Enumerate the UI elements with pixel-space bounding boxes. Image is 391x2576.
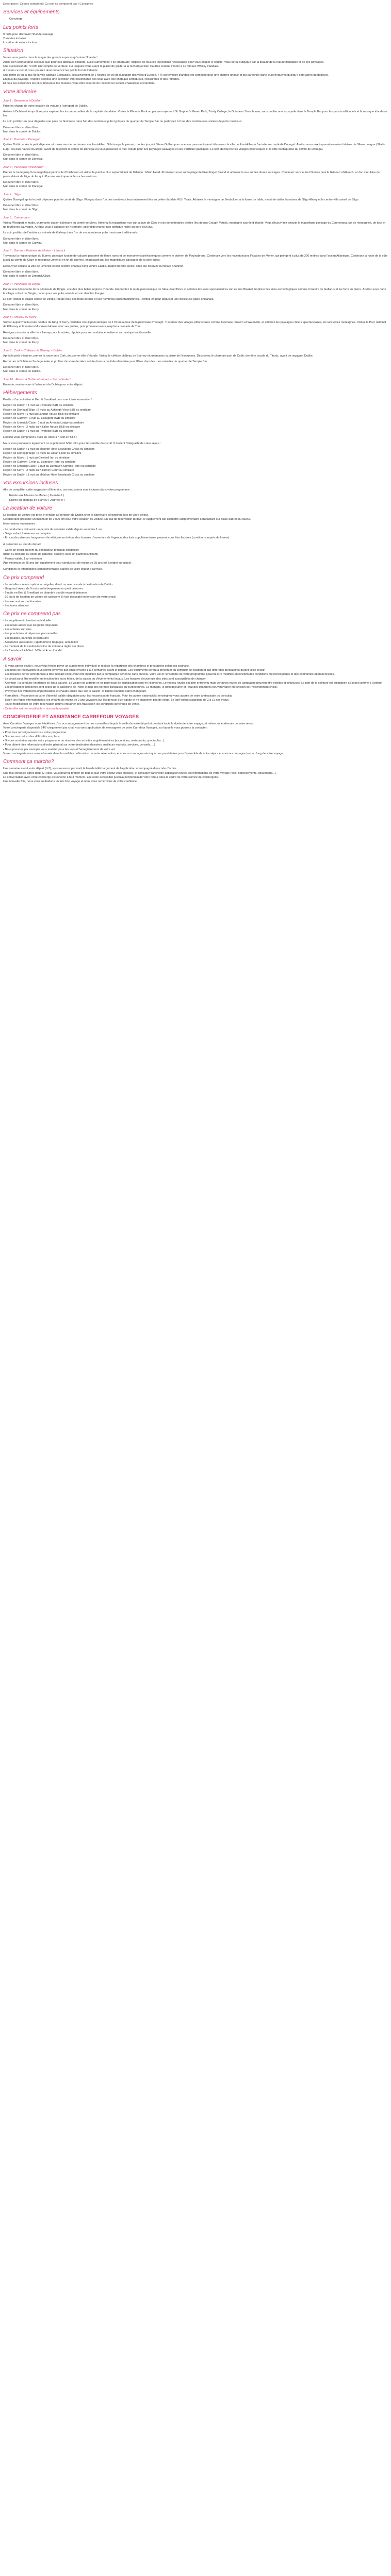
hotel-item: Région de Galway : 1 nuit au Lisdeane Hotel ou similaire — [3, 460, 76, 464]
day-meta: Déjeuner libre et dîner libre. — [3, 270, 39, 274]
nprix-list — [3, 619, 388, 653]
excursion-item: • Entrée aux falaises de Moher ( Journée 6 ) — [9, 494, 388, 498]
conciergerie-item: • Pour tous renseignements sur votre programme — [3, 731, 67, 734]
day-paragraph: Le soir, visitez le village coloré de Dingle, réputé pour ses fruits de mer et ses nombreux pubs traditionnels. Profitez-en pour déguster une délicieuse glace artisanale. — [3, 298, 215, 301]
day-meta: Nuit dans le comté de Kerry. — [3, 341, 40, 345]
services-heading: Services et équipements — [3, 9, 60, 15]
day-paragraph: Prenez la route jusqu'à la magnifique péninsule d'Inishowen et visitez le point le plus septentrional de l'Irlande : Malin Head. Promenez-vous sur la plage de Five Finger Strand et admirez la vue sur les dunes sauvages. Continuez vers le Fort Dunree puis le Grianan of Aileach, un fort circulaire de pierre datant de l'âge du fer qui offre une vue imprenable sur les environs. — [3, 171, 380, 178]
day-meta: Nuit dans le comté de Kerry. — [3, 308, 40, 311]
savoir-section — [3, 656, 388, 711]
day-paragraph: Suivez aujourd'hui la route célèbre du Ring of Kerry, véritable circuit panoramique de 179 km autour de la péninsule d'Iveragh. Traversez des villages pittoresques comme Kenmare, Sneem et Waterville, et admirez les paysages côtiers spectaculaires, les lacs et les montagnes. Visitez le Parc national de Killarney et la maison Muckross House avec ses jardins, puis promenez-vous jusqu'à la cascade de Torc. — [3, 321, 386, 329]
nprix-section — [3, 611, 388, 653]
day-meta: Nuit dans le comté de Limerick/Clare. — [3, 275, 51, 278]
location-paragraph: Cet itinéraire présente un minimum de 1 000 km pour votre location de voiture. En cas de réservation tardive, le supplément par kilomètre supplémentaire sera facturé sur place auprès du loueur. — [3, 518, 251, 521]
itinerary-day — [3, 315, 388, 345]
prix-item: - 9 nuits en Bed & Breakfast en chambre double en petit déjeuner — [3, 591, 87, 595]
hotel-item: Région de Donegal/Sligo : 2 nuits au Ostan Hotel ou similaire — [3, 452, 82, 455]
hebergements-extra-intro: L'option vous comprend 9 nuits en Hôtel 4 *, soit en B&B : — [3, 436, 77, 439]
day-meta: Déjeuner libre et dîner libre. — [3, 303, 39, 307]
savoir-paragraph: - Prévoyez des vêtements imperméables et chauds quelle que soit la saison, le temps irlandais étant changeant. — [3, 690, 147, 693]
day-paragraph: Après le petit déjeuner, prenez la route vers Cork, deuxième ville d'Irlande. Visitez le célèbre château de Blarney et embrassez la pierre de l'éloquence. Découvrez le charmant port de Cobh, dernière escale du Titanic, avant de regagner Dublin. — [3, 354, 314, 358]
comment-paragraph: La conversation avec votre concierge est ouverte à tout moment. Elle reste accessible jusqu'au lendemain de votre retour dans le cadre de votre service de conciergerie. — [3, 775, 219, 779]
itinerary-heading: Votre itinéraire — [3, 89, 37, 95]
hebergements-section — [3, 390, 388, 477]
day-meta: Déjeuner libre et dîner libre. — [3, 181, 39, 184]
location-apply — [3, 548, 388, 565]
day-paragraph: Le soir, profitez de l'ambiance animée de Galway dans l'un de ses nombreux pubs musicaux traditionnels. — [3, 231, 139, 235]
location-body — [3, 513, 388, 522]
location-apply-title: À présenter au jour du départ : — [3, 543, 42, 546]
savoir-body — [3, 664, 388, 707]
location-apply-item: (débit ou blocage du dépôt de garantie, caution) avec un plafond suffisant) — [3, 553, 98, 556]
hebergements-intro: Profitez d'un entretien et Bed & Breakfast pour une totale immersion ! — [3, 398, 92, 402]
itinerary-day — [3, 193, 388, 212]
location-apply-item: - Permis valide, 1 an minimum — [3, 557, 42, 561]
excursion-item: • Entrée au château de Blarney ( Journée 9 ) — [9, 498, 388, 502]
excursions-list — [3, 494, 388, 502]
itinerary-section — [3, 89, 388, 387]
location-apply-item: Âge minimum de 25 ans (un supplément pour conducteur de moins de 25 ans est à régler sur place). — [3, 561, 132, 565]
hotel-item: Région de Dublin : 1 nuit au Maldron Hotel Newlands Cross ou similaire — [3, 448, 95, 451]
excursions-intro: Afin de compléter cette suggestion d'itinéraire, ces excursions sont incluses dans votre programme : — [3, 488, 131, 492]
conciergerie-item: • Si vous rencontrez des difficultés sur place — [3, 735, 60, 738]
savoir-paragraph: - Les horaires de vol sont donnés à titre indicatif et peuvent être modifiés par la compagnie aérienne sans préavis. Votre vol et l'ensemble de votre programme peuvent être modifiés en fonction des conditions météorologiques et des contraintes opérationnelles. — [3, 673, 335, 676]
itinerary-day — [3, 282, 388, 312]
prix-item: - Les excursions mentionnées — [3, 600, 42, 603]
day-paragraph: Rejoignez ensuite la ville de Killarney pour la soirée, réputée pour son ambiance festive et sa musique traditionnelle. — [3, 331, 152, 334]
day-title: Jour 1 : Bienvenue à Dublin ! — [3, 99, 42, 103]
nprix-item: - Le supplément chambre individuelle — [3, 619, 51, 623]
location-heading: La location de voiture — [3, 505, 53, 511]
situation-section — [3, 48, 388, 86]
situation-paragraph: Venez vous perdre dans la magie des grands espaces qu'anime l'Irlande ! — [3, 56, 97, 60]
day-meta: Nuit dans le comté de Sligo. — [3, 208, 39, 212]
day-title: Jour 2 : Dundalk – Donegal — [3, 138, 40, 142]
hebergement-item: Région de Dublin : 1 nuit au Riverside B&B ou similaire — [3, 404, 74, 408]
savoir-paragraph: - Toute modification de votre réservation pourra entraîner des frais selon les conditions générales de vente. — [3, 703, 140, 706]
services-section — [3, 9, 388, 21]
day-paragraph: Traversez la région unique du Burren, paysage lunaire de calcaire parsemé de fleurs rares et de monuments préhistoriques comme le dolmen de Poulnabrone. Continuez vers les majestueuses Falaises de Moher, qui plongent à plus de 200 mètres dans l'océan Atlantique. Continuez la route de la côte jusqu'au comté de Clare et rejoignez Limerick en fin de journée, en passant par les magnifiques paysages de la côte ouest. — [3, 255, 388, 262]
nprix-item: - Les péages, parkings et carburant — [3, 636, 48, 640]
day-paragraph: Visitez Westport le matin, charmante station balnéaire du comté de Mayo. Admirez la magnifique vue sur la baie de Clew et ses innombrables petites îles depuis Croagh Patrick, montagne sacrée d'Irlande. Vous découvrirez ensuite le magnifique paysage du Connemara, fait de montagnes, de lacs et de tourbières sauvages. Arrêtez-vous à l'abbaye de Kylemore, splendide manoir néo-gothique niché au bord d'un lac. — [3, 221, 385, 229]
day-paragraph: En route, rendez-vous à l'aéroport de Dublin pour votre départ. — [3, 383, 84, 386]
location-section — [3, 505, 388, 572]
day-meta: Nuit dans le comté de Dublin. — [3, 370, 41, 374]
savoir-paragraph: - Selon les règles internationales, les enfants de moins de 2 ans voyagent sur les genoux d'un adulte et ne disposent pas de siège. Le tarif enfant s'applique de 2 à 11 ans inclus. — [3, 699, 230, 702]
day-paragraph: Arrivée à Dublin et temps libre pour explorer les incontournables de la capitale irlandaise. Visitez le Phoenix Park ou plaque majeure à St Stephen's Green Park, Trinity College, le Guinness Store house, sans oublier une escapade dans le Temple Bar pour les pubs traditionnels et la musique irlandaise live. — [3, 110, 387, 118]
forts-heading: Les points forts — [3, 24, 38, 30]
itinerary-days — [3, 99, 388, 387]
hebergement-item: Région de Limerick/Clare : 1 nuit au Armada Lodge ou similaire — [3, 421, 84, 425]
day-title: Jour 5 : Connemara — [3, 216, 30, 219]
location-info-item: - En cas de prise ou changement de véhicule en dehors des horaires d'ouverture de l'agence, des frais supplémentaires peuvent vous être facturés (conditions auprès du loueur) — [3, 536, 230, 540]
nprix-item: - Les repas autres que les petits déjeuners — [3, 623, 58, 627]
breadcrumb[interactable]: Description | Ce prix comprend | Ce prix ne comprend pas | Consignes — [3, 3, 93, 6]
day-meta: Nuit dans le comté de Galway. — [3, 241, 42, 245]
comment-paragraph: Une nouvelle fois, nous vous souhaitons un très bon voyage et nous vous remercions de votre confiance. — [3, 780, 138, 784]
conciergerie-paragraph: Avec Carrefour Voyages vous bénéficiez d'un accompagnement de nos conseillers depuis la veille de votre départ et pendant toute la durée de votre voyage, et même au lendemain de votre retour. — [3, 722, 254, 725]
prix-list — [3, 583, 388, 608]
day-title: Jour 6 : Burren – Falaises de Moher – Limerick — [3, 249, 66, 253]
situation-paragraph: Une petite ils ou la que de la ville capitale Écossaise, exclusivement de 2 heures de vol de là plupart des villes d'Europe. 7 % du territoire irlandais est composé pour une charme unique et qui pardonne dans leurs fréquents quoiqu'e sont après du dépaysé. — [3, 73, 329, 77]
conciergerie-item: • Si vous souhaitez ajouter votre programme ou réserver des activités supplémentaires (excursions, restaurants, spectacles...) — [3, 739, 165, 743]
situation-heading: Situation — [3, 48, 23, 54]
comment-body — [3, 767, 388, 784]
itinerary-day — [3, 349, 388, 374]
conciergerie-footer: Votre conciergerie vous sera adressée dans le mail de confirmation de votre réservation, et vous accompagne ainsi que nos prestataires pour l'ensemble de votre séjour et vous accompagne tout au long de votre voyage. — [3, 752, 284, 756]
day-paragraph: Le soir, profitez-en pour déguster une pinte de Guinness dans l'un des nombreux pubs typiques du quartier du Temple Bar ou participez à l'une des nombreuses soirées de pubs musicaux. — [3, 120, 243, 124]
savoir-paragraph: - Attention : la conduite en Irlande se fait à gauche. Le volant est à droite et les panneaux de signalisation sont en kilomètres. Le réseau routier est bien entretenu mais certaines routes de campagne peuvent être étroites et sinueuses. Le port de la ceinture est obligatoire à l'avant comme à l'arrière. — [3, 681, 383, 685]
itinerary-day — [3, 216, 388, 245]
location-footer: Conditions et informations complémentaires auprès de votre loueur à l'arrivée. — [3, 568, 103, 571]
day-title: Jour 10 : Retour à Dublin et départ – Slán abhaile ! — [3, 378, 71, 381]
prix-section — [3, 575, 388, 608]
service-item: • Concierge — [9, 17, 388, 21]
forts-item: 2 entrées incluses — [3, 37, 27, 40]
day-paragraph: Quittez Dublin après le petit déjeuner et roulez vers le nord-ouest via Enniskillen. Si le temps le permet, montez jusqu'à Slieve Gullion pour une vue panoramique et découvrez la ville de Enniskillen à l'arrivée au comté de Donegal. Arrêtez-vous aux impressionnantes falaises de Slieve League (Sliabh Liag), les plus hautes d'Europe, avant de rejoindre le comté de Donegal où vous passerez la nuit, réputé pour ses paysages sauvages et ses traditions gaéliques. Le soir, découvrez les villages pittoresques et la côte déchiquetée du comté de Donegal. — [3, 143, 385, 151]
nprix-item: - Les entrées sur sites — [3, 628, 32, 631]
day-meta: Déjeuner libre et dîner libre. — [3, 366, 39, 369]
day-paragraph: Prise en charge de votre location de voiture à l'aéroport de Dublin. — [3, 104, 88, 108]
savoir-paragraph: - Formalités : Passeport ou carte d'identité valide obligatoire pour les ressortissants français. Pour les autres nationalités, renseignez-vous auprès de votre ambassade ou consulat. — [3, 694, 233, 698]
comment-heading: Comment ça marche? — [3, 759, 54, 765]
conciergerie-list — [3, 731, 388, 752]
situation-paragraph: Une succession de 70 000 km² remplis de verdure, sur lesquels vous aurez le plaisir de guider à la recherque bien d'autres curieux trésors à ce fameux Whisky irlandais. — [3, 65, 219, 69]
nprix-heading: Ce prix ne comprend pas — [3, 611, 61, 617]
savoir-paragraph: - Le circuit peut être modifié en fonction des jours fériés, de la saison ou d'événements locaux. Les horaires d'ouverture des sites sont susceptibles de changer. — [3, 677, 207, 681]
comment-paragraph: Une fois connecté après deux (2) clics, vous pourrez profiter de tout ce que votre séjour vous propose, et consulter dans votre application toutes les informations de votre voyage (vols, hébergements, documents...). — [3, 771, 276, 775]
excursions-section — [3, 480, 388, 502]
prix-item: - Les taxes aéroport — [3, 604, 29, 608]
savoir-paragraph: - Les bons de réservation vous seront envoyés par email environ 1 à 2 semaines avant le départ. Ces documents seront à présenter au comptoir de location et aux différents prestataires durant votre séjour. — [3, 668, 266, 672]
location-info — [3, 528, 388, 540]
itinerary-day — [3, 165, 388, 189]
day-paragraph: Retournez à Dublin en fin de journée et profitez de votre dernière soirée dans la capitale irlandaise pour flâner dans les rues animées du quartier de Temple Bar. — [3, 360, 208, 363]
forts-list — [3, 32, 388, 45]
conciergerie-section — [3, 714, 388, 756]
prix-item: - Le vol aller – retour spécial au régulier, direct ou avec escale à destination de Dublin — [3, 583, 113, 586]
nprix-item: - Les pourboires et dépenses personnelles — [3, 632, 58, 636]
location-info-item: - Le conducteur doit avoir un permis de conduire valide depuis au moins 1 an — [3, 528, 102, 531]
day-meta: Déjeuner libre et dîner libre. — [3, 126, 39, 129]
day-meta: Déjeuner libre et dîner libre. — [3, 204, 39, 208]
location-info-title: Informations importantes : — [3, 522, 37, 526]
day-title: Jour 4 : Sligo — [3, 193, 21, 196]
hotel-item: Région de Limerick/Clare : 1 nuit au Dunraven Springs Hotel ou similaire — [3, 465, 96, 468]
day-title: Jour 3 : Péninsule d'Inishowen — [3, 165, 44, 169]
hebergement-item: Région de Mayo : 1 nuit au Langan House B&B ou similaire — [3, 412, 79, 416]
itinerary-day — [3, 249, 388, 278]
hebergement-item: Région de Galway : 1 nuit au Lissagore B&B ou similaire — [3, 417, 76, 420]
comment-paragraph: Une semaine avant votre départ (J-7), vous recevrez par mail, le lien de téléchargement de l'application accompagné d'un code d'accès. — [3, 767, 177, 771]
day-meta: Déjeuner libre et dîner libre. — [3, 336, 39, 340]
forts-section — [3, 25, 388, 45]
day-meta: Nuit dans le comté de Donegal. — [3, 158, 44, 161]
savoir-paragraph: - Si vous partez seul(e), nous vous ferons payer un supplément individuel et réaliser la répartition des chambres et prestations selon vos souhaits. — [3, 664, 190, 668]
nprix-item: - Assurance assistance, rapatriement, bagages, annulation — [3, 640, 78, 644]
forts-item: Location de voiture incluse — [3, 41, 38, 45]
nprix-item: - Le montant de la caution location de voiture à régler sur place — [3, 645, 84, 649]
situation-paragraph: À travers ce circuit, vous pourrez ainsi découvrir les points fort de l'Irlande. — [3, 69, 99, 73]
day-meta: Déjeuner libre et dîner libre. — [3, 237, 39, 241]
day-title: Jour 9 : Cork – Château de Blarney – Dublin — [3, 349, 62, 352]
situation-paragraph: En plus du paysage, l'Irlande propose une sélection impressionnante des lieux avec des châteaux somptueux, restaurants et des retraites. — [3, 77, 180, 81]
prix-item: - 10 jours de location de voiture de catégorie B (voir descriptif en fonction de votre choix) — [3, 596, 117, 599]
conciergerie-item: • Nous pouvons par exemple vous assister pour les vols et l'enregistrement de votre vol — [3, 748, 115, 751]
services-list — [3, 17, 388, 21]
hebergement-item: Région de Dublin : 1 nuit au Riverside B&B ou similaire — [3, 430, 74, 433]
savoir-paragraph: - Les prestations hôtelières sont celles de la catégorie de l'hôtel et non des normes françaises ou européennes. Le ménage, le petit déjeuner et l'état des chambres peuvent varier en fonction de l'hébergement choisi. — [3, 686, 278, 689]
hebergement-item: Région de Kerry : 2 nuits au Killaloe House B&B ou similaire — [3, 425, 80, 429]
day-title: Jour 8 : Anneau du Kerry — [3, 316, 37, 319]
hebergements-heading: Hébergements — [3, 390, 37, 396]
location-apply-item: - Carte de crédit au nom du conducteur principal obligatoire — [3, 549, 79, 552]
day-meta: Nuit dans le comté de Dublin. — [3, 130, 41, 134]
day-paragraph: Partez à la découverte de la péninsule de Dingle, une des plus belles régions d'Irlande. Empruntez la route panoramique de Slea Head Drive et admirez les vues spectaculaires sur les îles Blasket. Explorez les sites archéologiques comme l'oratoire de Gallarus et les forts en pierre. Arrêtez-vous dans le village coloré de Dingle, connu pour ses pubs animés et son dauphin Fungie. — [3, 287, 386, 295]
savoir-note: - Cette offre est non modifiable – non remboursable — [3, 707, 69, 710]
itinerary-day — [3, 138, 388, 161]
day-paragraph: Quittez Donegal après le petit déjeuner pour le comté de Sligo. Plongez dans l'un des nombreux lieux intimement liés au poète irlandais W.B. Yeats. Admirez la montagne de Benbulben à la forme de table, avant de visiter les ruines de Sligo Abbey et le centre-ville animé de Sligo. — [3, 198, 360, 201]
location-paragraph: La location de voiture est prise et rendue à l'aéroport de Dublin chez le partenaire sélectionné lors de votre séjour. — [3, 513, 149, 517]
location-info-item: - Siège enfant à réserver au comptoir — [3, 532, 51, 536]
situation-paragraph: Et pour les personnes les plus amoureux les musées, vous êtes assurés de recevoir un accueil chaleureux et irlandais. — [3, 82, 155, 86]
conciergerie-body — [3, 722, 388, 731]
hotel-item: Région de Kerry : 2 nuits au Killarney Court ou similaire — [3, 469, 74, 472]
day-meta: Nuit dans le comté de Donegal. — [3, 185, 44, 189]
prix-heading: Ce prix comprend — [3, 574, 44, 581]
conciergerie-paragraph: Votre conciergerie disponible 24/7 uniquement par chat, vos voirs application de messagerie de votre Carrefour Voyages, sur laquelle vous pourrez la contacter : — [3, 726, 208, 730]
prix-item: - Un grand séjour de 9 nuits en hébergement en petit déjeuner — [3, 587, 83, 590]
comment-section — [3, 759, 388, 784]
hebergements-extra-note: Nous vous proposons également un supplément hôtel ultra pour l'ensemble du circuit. Il devient l'intégralité de votre séjour : — [3, 442, 161, 445]
product-page — [0, 0, 391, 794]
day-paragraph: Découvrez ensuite la ville de Limerick et son célèbre château King John's Castle, datant du XIIIe siècle, situé sur les rives du fleuve Shannon. — [3, 264, 184, 268]
situation-body — [3, 56, 388, 86]
savoir-heading: A savoir — [3, 656, 22, 662]
nprix-item: - La formule vol + hôtel : 'Hôtel 4 ★ en Irlande' — [3, 649, 62, 653]
itinerary-day — [3, 99, 388, 134]
conciergerie-heading: CONCIERGERIE ET ASSISTANCE CARREFOUR VOYAGES — [3, 714, 139, 720]
excursions-heading: Vos excursions incluses — [3, 480, 58, 486]
day-meta: Déjeuner libre et dîner libre. — [3, 153, 39, 157]
forts-item: 9 nuits pour découvrir l'Irlande sauvage — [3, 32, 54, 36]
situation-paragraph: Aussi bien connue pour ses lacs que pour ses tableaux, l'Irlande, aussi surnommée "l'île émeraude" dispose de tous les ingrédients nécessaires pour vous couper le souffle. Vous serez subjugué par la beauté de la nature irlandaise et de ses paysages. — [3, 60, 324, 64]
hotel-item: Région de Dublin : 1 nuit au Maldron Hotel Newlands Cross ou similaire — [3, 473, 95, 477]
hotel-item: Région de Mayo : 1 nuit au Clewbell Inn ou similaire — [3, 456, 70, 460]
conciergerie-item: • Pour obtenir des informations d'ordre général sur votre destination (horaires, meilleurs endroits, services, conseils, ...) — [3, 743, 155, 747]
hebergement-item: Région de Donegal/Sligo : 2 nuits au Ashleigh View B&B ou similaire — [3, 408, 91, 412]
day-title: Jour 7 : Péninsule de Dingle — [3, 282, 41, 286]
hebergements-list — [3, 403, 388, 433]
itinerary-day — [3, 378, 388, 387]
hotels-list — [3, 447, 388, 477]
